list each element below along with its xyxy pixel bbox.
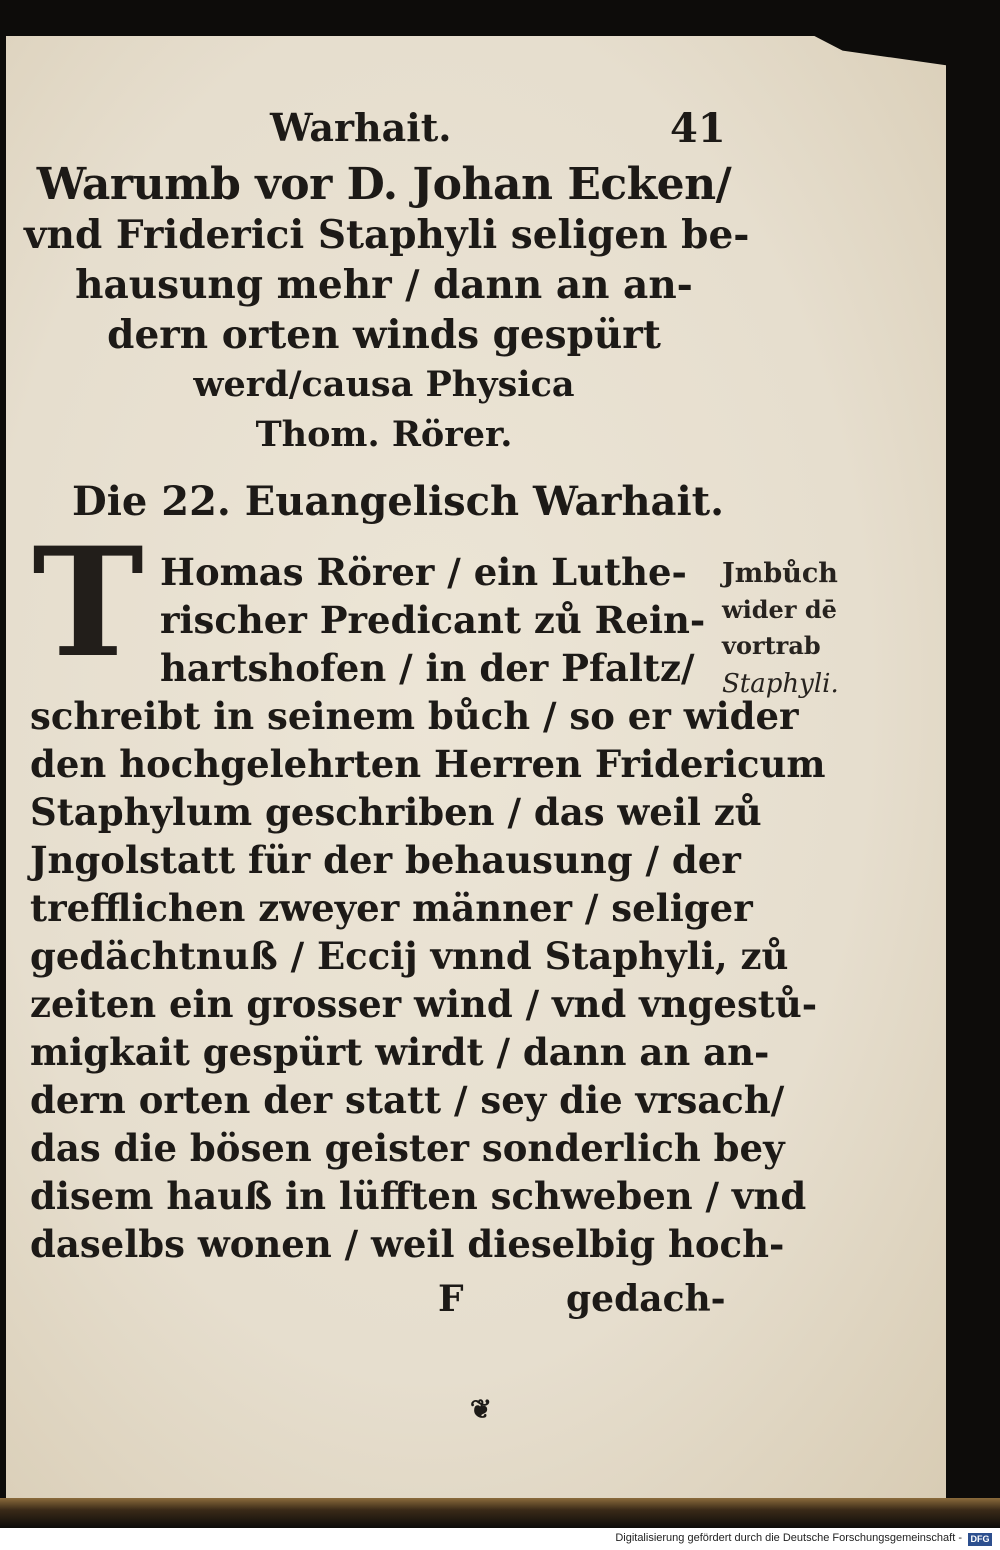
section-title: Die 22. Euangelisch Warhait.: [72, 478, 725, 525]
heading-line: vnd Friderici Staphyli seligen be-: [24, 212, 750, 258]
funding-credit: Digitalisierung gefördert durch die Deutsche Forschungsgemeinschaft -: [615, 1532, 962, 1544]
page-edge: [0, 1498, 1000, 1528]
body-line: Homas Rörer / ein Luthe-: [160, 550, 687, 594]
chapter-heading: [24, 159, 750, 460]
body-line: Staphylum geschriben / das weil zů: [30, 790, 762, 834]
body-line: Jngolstatt für der behausung / der: [30, 838, 741, 882]
dfg-logo: DFG: [968, 1533, 992, 1546]
body-line: dern orten der statt / sey die vrsach/: [30, 1078, 785, 1122]
heading-line: Thom. Rörer.: [255, 414, 513, 455]
body-line: daselbs wonen / weil dieselbig hoch-: [30, 1222, 785, 1266]
marginal-note-line: Staphyli.: [722, 669, 839, 699]
body-line: hartshofen / in der Pfaltz/: [160, 646, 695, 690]
marginal-note-line: Jmbůch: [722, 558, 838, 589]
body-line: trefflichen zweyer männer / seliger: [30, 886, 753, 930]
body-line: disem hauß in lüfften schweben / vnd: [30, 1174, 807, 1218]
body-line: gedächtnuß / Eccij vnnd Staphyli, zů: [30, 934, 789, 978]
body-line: das die bösen geister sonderlich bey: [30, 1126, 785, 1170]
body-line: zeiten ein grosser wind / vnd vngestů-: [30, 982, 818, 1026]
heading-line: Warumb vor D. Johan Ecken/: [36, 159, 732, 210]
heading-line: hausung mehr / dann an an-: [75, 262, 693, 308]
heading-line: dern orten winds gespürt: [107, 312, 661, 358]
heading-line: werd/causa Physica: [193, 364, 575, 405]
body-line: schreibt in seinem bůch / so er wider: [30, 694, 799, 738]
decorated-initial: T: [32, 515, 144, 691]
body-line: den hochgelehrten Herren Fridericum: [30, 742, 826, 786]
marginal-note-line: wider dē: [722, 595, 837, 624]
body-line: migkait gespürt wirdt / dann an an-: [30, 1030, 770, 1074]
page-number: 41: [670, 105, 726, 152]
body-line: rischer Predicant zů Rein-: [160, 598, 706, 642]
signature-mark: F: [438, 1278, 464, 1320]
marginal-note-line: vortrab: [722, 631, 821, 660]
running-head: Warhait.: [270, 105, 452, 150]
catchword: gedach-: [566, 1278, 726, 1320]
ornament-icon: ❦: [470, 1395, 492, 1425]
